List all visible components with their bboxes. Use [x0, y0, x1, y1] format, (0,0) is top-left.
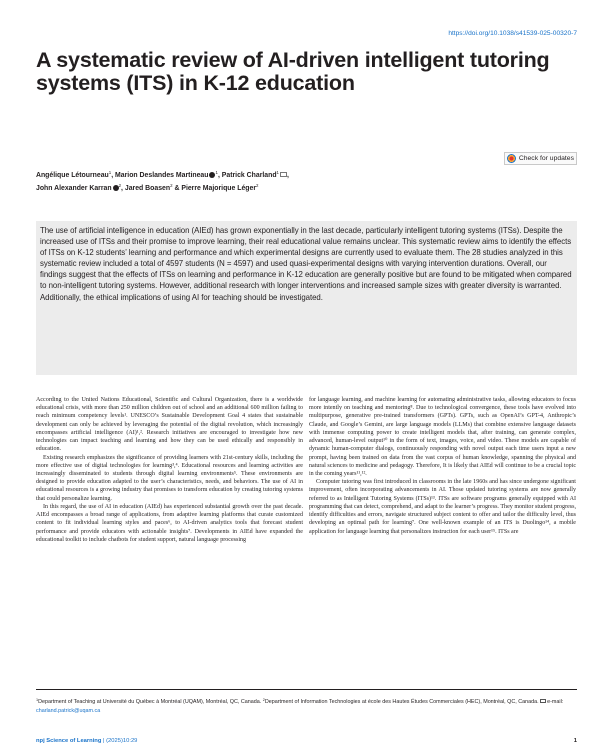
- author-name[interactable]: Pierre Majorique Léger: [181, 185, 257, 193]
- author-name[interactable]: Marion Deslandes Martineau: [115, 172, 209, 179]
- body-paragraph: According to the United Nations Educational, Scientific and Cultural Organization, there is a worldwide educational crisis, with more than 250 million children out of school and an additional 600 million failing to reach minimum competency levels¹. UNESCO’s Sustainable Development Goal 4 states that sustainable development can only be achieved by leveraging the potential of the digital revolution, which increasingly encompasses artificial intelligence (AI)¹,². Research initiatives are encouraged to investigate how new technologies can impact teaching and learning and how they can be used ethically and responsibly in education.: [36, 397, 303, 453]
- check-updates-label: Check for updates: [518, 155, 574, 162]
- email-icon[interactable]: [280, 172, 287, 177]
- body-column-right: [309, 396, 576, 536]
- affiliation-marker: 1: [276, 170, 279, 175]
- author-list: Angélique Létourneau$^1$, Marion Deslandes Martineau $^1$, Patrick Charland$^1$ , John Alexander Karran $^2$, Jared Boasen$^2$ & Pierre Majorique Léger$^2$: [36, 170, 289, 193]
- author-name[interactable]: Angélique Létourneau: [36, 172, 109, 179]
- affiliation-marker: 2: [262, 698, 265, 702]
- affiliation-marker: 1: [108, 170, 112, 175]
- body-paragraph: In this regard, the use of AI in education (AIEd) has experienced substantial growth over the past decade. AIEd encompasses a broad range of applications, from adaptive learning platforms that curate customized content to fit individual learning styles and paces⁶, to AI-driven analytics tools that forecast student performance and provide educators with actionable insights⁷. Developments in AIEd have expanded the educational toolkit to include chatbots for student support, natural language processing: [36, 503, 303, 543]
- affiliation-marker: 2: [170, 183, 173, 189]
- abstract-box: [36, 221, 577, 375]
- footnote-divider: [36, 689, 577, 690]
- citation-text: (2025)10:29: [106, 738, 138, 744]
- email-label: e-mail:: [547, 699, 564, 705]
- email-link[interactable]: charland.patrick@uqam.ca: [36, 707, 101, 714]
- journal-name[interactable]: npj Science of Learning: [36, 738, 102, 744]
- affiliation-marker: 1: [215, 170, 218, 175]
- author-name[interactable]: John Alexander Karran: [36, 185, 112, 193]
- affiliation-marker: 1: [36, 698, 39, 702]
- affiliation-text: Department of Information Technologies at école des Hautes Études Commerciales (HEC), Montréal, QC, Canada.: [264, 699, 539, 705]
- doi-link[interactable]: https://doi.org/10.1038/s41539-025-00320-7: [448, 30, 577, 37]
- body-paragraph: Computer tutoring was first introduced in classrooms in the late 1960s and has since undergone significant improvement, often incorporating advancements in AI. Those updated tutoring systems are now generally referred to as Intelligent Tutoring Systems (ITSs)¹³. ITSs are software programs generally equipped with AI programming that can detect, comprehend, and adapt to the learner’s progress. They monitor student progress, identify difficulties and errors, navigate structured subject content to offer and tailor the difficulty level, thus developing an optimal path for learning⁷. One well-known example of an ITS is Duolingo¹⁴, a mobile application for language learning that personalizes instruction for each user¹⁵. ITSs are: [309, 479, 576, 535]
- affiliation-text: Department of Teaching at Université du Québec à Montréal (UQAM), Montréal, QC, Canada.: [38, 699, 262, 705]
- abstract-text: The use of artificial intelligence in education (AIEd) has grown exponentially in the last decade, particularly intelligent tutoring systems (ITSs). Despite the increased use of ITSs and their promise to improve learning, their real educational value remains unclear. This systematic review aims to identify the effects of ITSs on K-12 students’ learning and performance and which experimental designs are currently used to evaluate them. The 28 studies analyzed in this systematic review included a total of 4597 students (N = 4597) and used quasi-experimental designs with varying intervention durations. Overall, our findings suggest that the effects of ITSs on learning and performance in K-12 education are generally positive but are found to be mitigated when compared to non-intelligent tutoring systems. However, additional research with longer interventions and increased sample sizes with greater diversity is warranted. Additionally, the ethical implications of using AI for teaching should be investigated.: [40, 226, 572, 302]
- affiliation-marker: 2: [256, 183, 259, 189]
- body-paragraph: Existing research emphasizes the significance of providing learners with 21st-century skills, including the more effective use of digital technologies for learning³,⁴. Educational resources and learning activities are increasingly disseminated to students through digital learning environments⁵. These environments are designed to provide education adapted to the user’s characteristics, needs, and behaviors. The use of AI in educational resources is a growing industry that promises to transform education by creating tutoring systems that could personalize learning.: [36, 454, 303, 502]
- affiliations: [36, 696, 577, 715]
- author-name[interactable]: Patrick Charland: [221, 172, 277, 179]
- footer-citation: npj Science of Learning | (2025)10:29: [36, 738, 138, 744]
- email-icon: [540, 699, 546, 703]
- article-title: A systematic review of AI-driven intelligent tutoring systems (ITS) in K-12 education: [36, 48, 550, 95]
- body-column-left: [36, 396, 303, 544]
- check-for-updates-button[interactable]: [504, 152, 577, 165]
- author-name[interactable]: Jared Boasen: [124, 185, 171, 193]
- body-paragraph: for language learning, and machine learning for automating administrative tasks, allowing educators to focus more intently on teaching and mentoring⁸. Due to technological convergence, these tools have evolved into multipurpose, generative pre-trained transformers (GPTs). GPTs, such as OpenAI’s GPT-4, Anthropic’s Claude, and Google’s Gemini, are large language models (LLMs) that combine extensive language datasets with immense computing power to create intelligent models that, after training, can generate complex, advanced, human-level output¹⁰ in the form of text, images, voice, and video. These models are capable of dynamic human-computer dialogs, continuously responding with novel output each time users input a new prompt, having been trained on data from the vast corpus of human knowledge, spanning the physical and natural sciences to medicine and pedagogy. Therefore, It is likely that AIEd will continue to be a crucial topic in the coming years¹¹,¹².: [309, 397, 576, 477]
- page-number: 1: [573, 738, 577, 744]
- affiliation-marker: 2: [118, 183, 122, 189]
- crossmark-icon: [507, 154, 516, 163]
